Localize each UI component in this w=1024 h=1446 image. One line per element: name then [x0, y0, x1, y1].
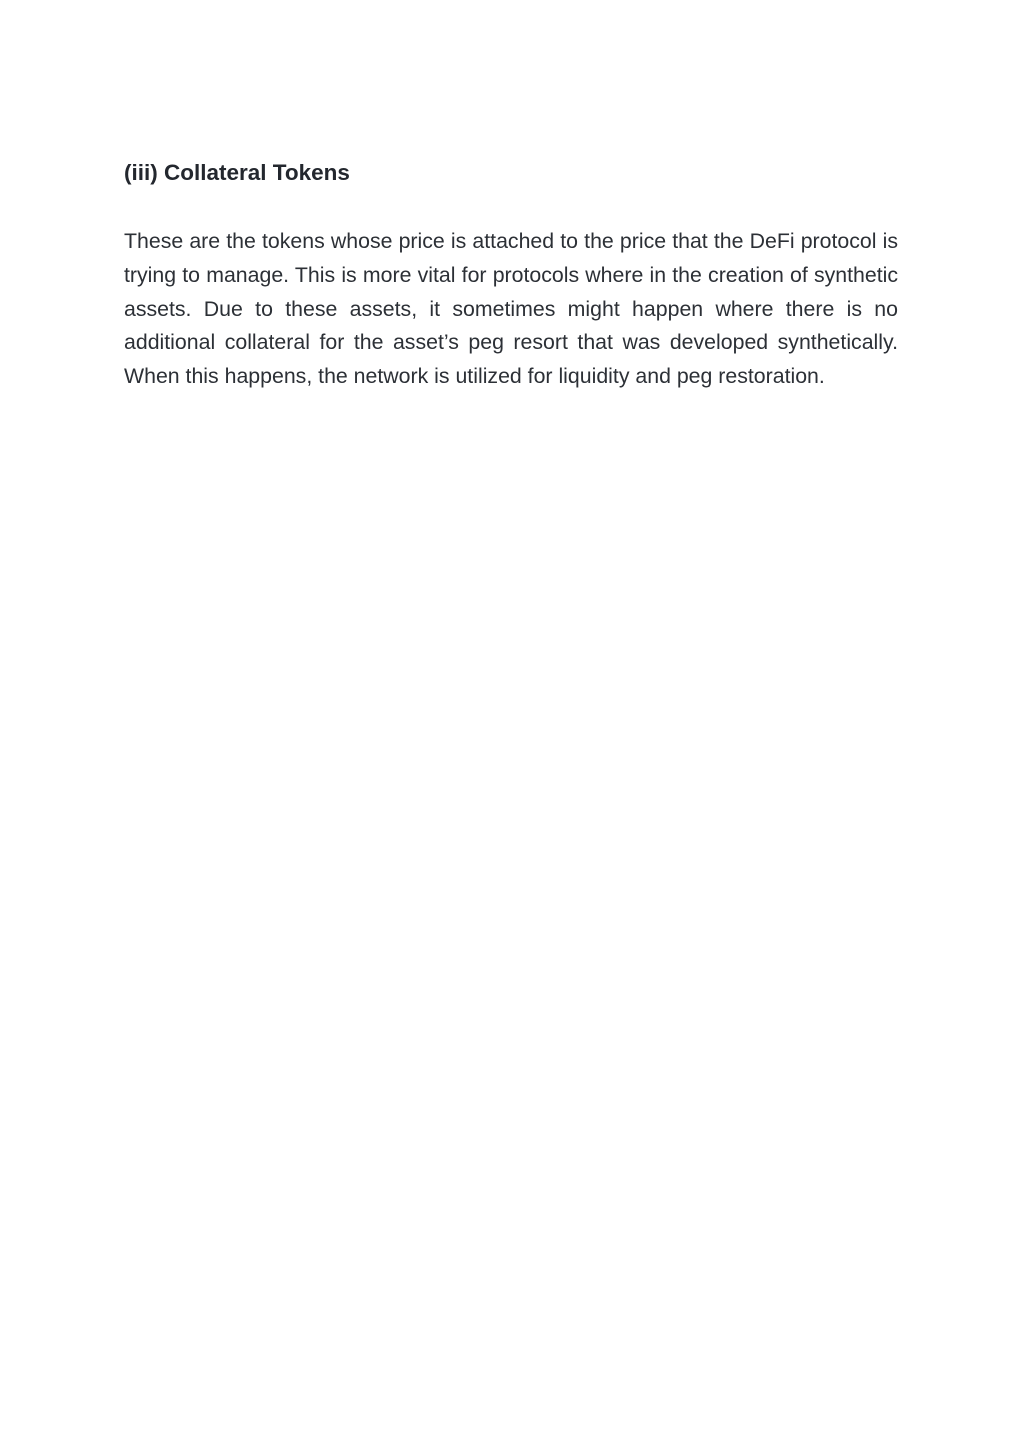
- page-content: [124, 157, 898, 394]
- section-heading: (iii) Collateral Tokens: [124, 160, 350, 185]
- body-paragraph: These are the tokens whose price is attached to the price that the DeFi protocol is trying to manage. This is more vital for protocols where in the creation of synthetic assets. Due to these assets, it sometimes might happen where there is no additional collateral for the asset’s peg resort that was developed synthetically. When this happens, the network is utilized for liquidity and peg restoration.: [124, 229, 898, 389]
